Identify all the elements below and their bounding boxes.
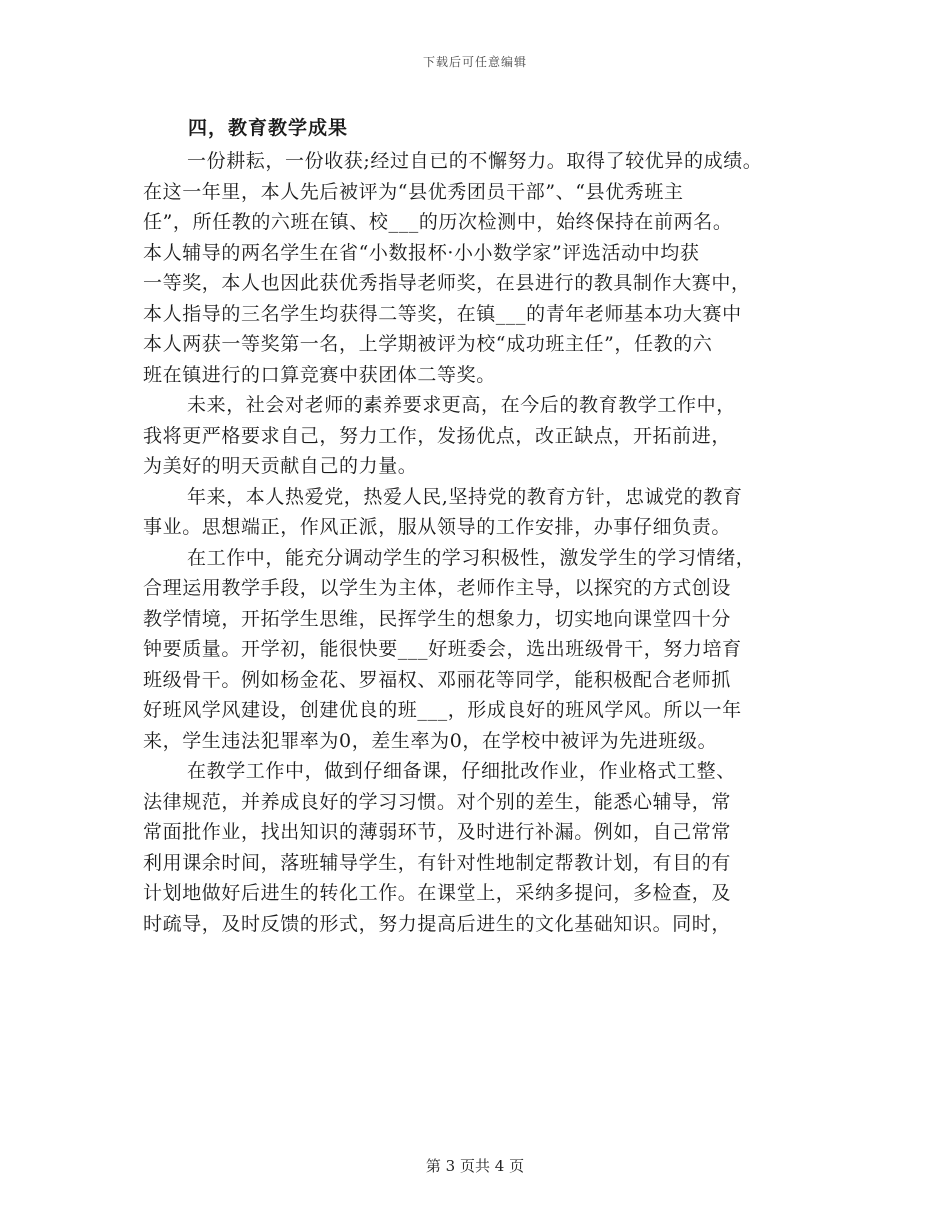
- text-line: 班级骨干。例如杨金花、罗福权、邓丽花等同学，能积极配合老师抓: [143, 668, 732, 691]
- text-line: 未来，社会对老师的素养要求更高，在今后的教育教学工作中，: [187, 394, 736, 416]
- text-line: 钟要质量。开学初，能很快要___好班委会，选出班级骨干，努力培育: [143, 638, 742, 660]
- text-line: 来，学生违法犯罪率为0，差生率为0，在学校中被评为先进班级。: [143, 729, 718, 752]
- text-line: 事业。思想端正，作风正派，服从领导的工作安排，办事仔细负责。: [143, 516, 732, 538]
- document-body: [143, 113, 823, 939]
- page-header-note: 下载后可任意编辑: [422, 55, 527, 69]
- text-line: 我将更严格要求自己，努力工作，发扬优点，改正缺点，开拓前进，: [143, 424, 732, 447]
- text-line: 在这一年里，本人先后被评为“县优秀团员干部”、“县优秀班主: [143, 180, 684, 203]
- text-line: 在教学工作中，做到仔细备课，仔细批改作业，作业格式工整、: [187, 760, 736, 782]
- text-line: 为美好的明天贡献自己的力量。: [143, 455, 418, 477]
- text-line: 任”，所任教的六班在镇、校___的历次检测中，始终保持在前两名。: [143, 211, 733, 233]
- text-line: 本人两获一等奖第一名，上学期被评为校“成功班主任”，任教的六: [143, 333, 713, 355]
- text-line: 时疏导，及时反馈的形式，努力提高后进生的文化基础知识。同时，: [143, 912, 732, 935]
- text-line: 在工作中，能充分调动学生的学习积极性，激发学生的学习情绪，: [187, 546, 756, 569]
- text-line: 教学情境，开拓学生思维，民挥学生的想象力，切实地向课堂四十分: [143, 607, 732, 630]
- text-line: 本人指导的三名学生均获得二等奖，在镇___的青年老师基本功大赛中: [143, 302, 742, 325]
- page-number-footer: 第 3 页共 4 页: [425, 1157, 525, 1175]
- text-line: 法律规范，并养成良好的学习习惯。对个别的差生，能悉心辅导，常: [143, 790, 732, 813]
- text-line: 一等奖，本人也因此获优秀指导老师奖，在县进行的教具制作大赛中，: [143, 272, 751, 294]
- text-line: 一份耕耘，一份收获;经过自已的不懈努力。取得了较优异的成绩。: [187, 150, 763, 172]
- text-line: 本人辅导的两名学生在省“小数报杯·小小数学家”评选活动中均获: [143, 241, 700, 264]
- text-line: 班在镇进行的口算竞赛中获团体二等奖。: [143, 363, 496, 386]
- text-line: 合理运用教学手段，以学生为主体，老师作主导，以探究的方式创设: [143, 577, 732, 599]
- text-line: 好班风学风建设，创建优良的班___，形成良好的班风学风。所以一年: [143, 699, 742, 721]
- text-line: 年来，本人热爱党，热爱人民,坚持党的教育方针，忠诚党的教育: [187, 485, 743, 508]
- text-line: 常面批作业，找出知识的薄弱环节，及时进行补漏。例如，自己常常: [143, 821, 732, 843]
- section-heading: 四，教育教学成果: [188, 117, 349, 139]
- text-line: 利用课余时间，落班辅导学生，有针对性地制定帮教计划，有目的有: [143, 851, 732, 874]
- text-line: 计划地做好后进生的转化工作。在课堂上，采纳多提问，多检查，及: [143, 882, 732, 904]
